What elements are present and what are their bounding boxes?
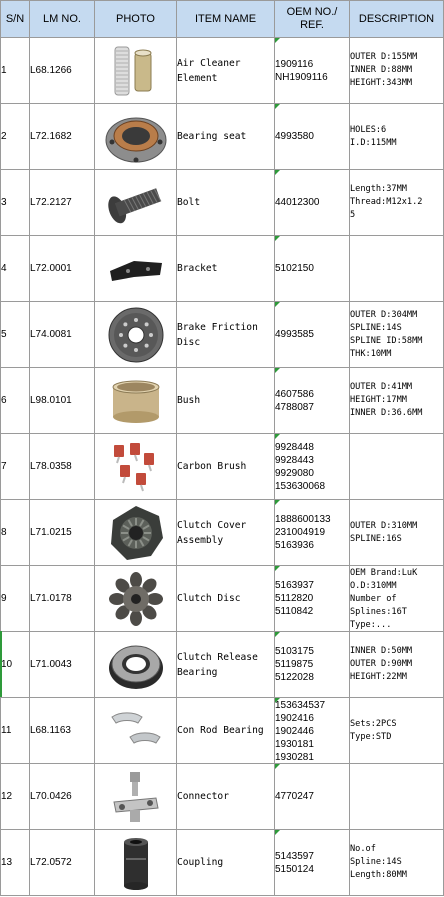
header-oem-ref: OEM NO./ REF.	[275, 1, 350, 38]
cell-oem-ref	[275, 500, 350, 566]
cell-description	[350, 566, 444, 632]
comment-marker	[275, 104, 280, 109]
comment-marker	[275, 500, 280, 505]
description-line: HEIGHT:22MM	[350, 672, 407, 682]
cell-oem-ref	[275, 764, 350, 830]
cell-sn: 6	[1, 368, 30, 434]
row-selection-marker	[0, 631, 2, 697]
bush-photo	[95, 368, 177, 434]
cell-oem-ref	[275, 302, 350, 368]
carbon-brush-photo	[95, 434, 177, 500]
table-row	[1, 632, 444, 698]
brake-disc-photo	[95, 302, 177, 368]
cell-lm-no: L72.2127	[30, 170, 95, 236]
description-line: Length:37MM	[350, 184, 407, 194]
comment-marker	[275, 170, 280, 175]
oem-number: 9928443	[275, 454, 314, 466]
description-line: Number of	[350, 593, 397, 604]
oem-number: 44012300	[275, 197, 320, 208]
cell-lm-no: L72.1682	[30, 104, 95, 170]
oem-number: 5110842	[275, 606, 314, 617]
cell-lm-no: L68.1266	[30, 38, 95, 104]
oem-number: 1902446	[275, 725, 314, 737]
oem-number: 5122028	[275, 672, 314, 683]
item-name-line: Clutch Cover	[177, 519, 247, 531]
description-line: OUTER D:90MM	[350, 659, 413, 669]
table-row	[1, 764, 444, 830]
description-line: Splines:16T	[350, 606, 407, 617]
table-row	[1, 500, 444, 566]
description-line: OUTER D:304MM	[350, 309, 418, 320]
description-line: Type:STD	[350, 731, 392, 742]
oem-number: 5112820	[275, 593, 314, 604]
cell-item-name	[177, 302, 275, 368]
cell-oem-ref	[275, 632, 350, 698]
oem-number: 4788087	[275, 401, 314, 413]
oem-number: 9928448	[275, 441, 314, 453]
cell-lm-no: L70.0426	[30, 764, 95, 830]
cell-item-name	[177, 632, 275, 698]
description-line: SPLINE:14S	[350, 322, 402, 333]
cell-oem-ref	[275, 104, 350, 170]
cell-item-name	[177, 500, 275, 566]
cell-sn: 9	[1, 566, 30, 632]
oem-number: 5150124	[275, 863, 314, 875]
description-line: INNER D:36.6MM	[350, 408, 423, 418]
description-line: Thread:M12x1.2	[350, 197, 423, 207]
header-item-name: ITEM NAME	[177, 1, 275, 38]
cell-item-name	[177, 104, 275, 170]
comment-marker	[275, 302, 280, 307]
cell-oem-ref	[275, 698, 350, 764]
table-row	[1, 830, 444, 896]
cell-lm-no: L78.0358	[30, 434, 95, 500]
comment-marker	[275, 566, 280, 571]
table-row	[1, 170, 444, 236]
table-row	[1, 302, 444, 368]
comment-marker	[275, 236, 280, 241]
item-name-line: Assembly	[177, 534, 224, 546]
header-description: DESCRIPTION	[350, 1, 444, 38]
description-line: OEM Brand:LuK	[350, 567, 418, 578]
item-name-line: Carbon Brush	[177, 461, 247, 472]
description-line: SPLINE ID:58MM	[350, 335, 423, 346]
cell-description	[350, 764, 444, 830]
description-line: OUTER D:155MM	[350, 52, 418, 62]
item-name-line: Bearing	[177, 666, 218, 678]
item-name-line: Clutch Release	[177, 651, 258, 663]
header-lm-no: LM NO.	[30, 1, 95, 38]
item-name-line: Con Rod Bearing	[177, 725, 264, 736]
comment-marker	[275, 368, 280, 373]
oem-number: 5103175	[275, 646, 314, 657]
comment-marker	[275, 434, 280, 439]
oem-number: 5163937	[275, 580, 314, 591]
cell-lm-no: L71.0043	[30, 632, 95, 698]
description-line: INNER D:88MM	[350, 65, 413, 75]
header-photo: PHOTO	[95, 1, 177, 38]
connector-photo	[95, 764, 177, 830]
cell-lm-no: L98.0101	[30, 368, 95, 434]
oem-number: 1930181	[275, 738, 314, 750]
cell-description	[350, 500, 444, 566]
oem-number: 1909116	[275, 58, 314, 70]
cell-sn: 1	[1, 38, 30, 104]
item-name-line: Air Cleaner	[177, 57, 241, 69]
table-body	[1, 38, 444, 896]
item-name-line: Bracket	[177, 263, 218, 274]
description-line: HEIGHT:17MM	[350, 395, 407, 405]
description-line: SPLINE:16S	[350, 533, 402, 544]
bolt-photo	[95, 170, 177, 236]
item-name-line: Bearing seat	[177, 131, 247, 142]
comment-marker	[275, 38, 280, 43]
description-line: O.D:310MM	[350, 580, 397, 591]
cell-oem-ref	[275, 170, 350, 236]
description-line: Type:...	[350, 619, 392, 630]
description-line: INNER D:50MM	[350, 646, 413, 656]
coupling-photo	[95, 830, 177, 896]
cell-sn: 13	[1, 830, 30, 896]
description-line: HOLES:6	[350, 124, 387, 135]
cell-lm-no: L72.0001	[30, 236, 95, 302]
cell-oem-ref	[275, 434, 350, 500]
cell-sn: 12	[1, 764, 30, 830]
comment-marker	[275, 698, 280, 703]
cell-item-name	[177, 830, 275, 896]
cell-item-name	[177, 170, 275, 236]
oem-number: 4607586	[275, 388, 314, 400]
cell-description	[350, 698, 444, 764]
cell-oem-ref	[275, 368, 350, 434]
cell-item-name	[177, 764, 275, 830]
header-row	[1, 1, 444, 38]
oem-number: 153630068	[275, 480, 326, 492]
cell-description	[350, 38, 444, 104]
oem-number: 9929080	[275, 467, 314, 479]
comment-marker	[275, 830, 280, 835]
cell-item-name	[177, 236, 275, 302]
description-line: I.D:115MM	[350, 137, 397, 148]
bearing-seat-photo	[95, 104, 177, 170]
description-line: Length:80MM	[350, 870, 407, 880]
description-line: OUTER D:41MM	[350, 382, 413, 392]
cell-item-name	[177, 566, 275, 632]
cell-sn: 4	[1, 236, 30, 302]
item-name-line: Clutch Disc	[177, 593, 241, 604]
cell-sn: 7	[1, 434, 30, 500]
table-row	[1, 104, 444, 170]
cell-lm-no: L71.0215	[30, 500, 95, 566]
cell-item-name	[177, 434, 275, 500]
cell-description	[350, 830, 444, 896]
oem-number: 5143597	[275, 850, 314, 862]
cell-description	[350, 632, 444, 698]
description-line: Spline:14S	[350, 857, 402, 867]
description-line: HEIGHT:343MM	[350, 78, 413, 88]
item-name-line: Coupling	[177, 857, 224, 868]
table-row	[1, 566, 444, 632]
air-cleaner-element-photo	[95, 38, 177, 104]
clutch-disc-photo	[95, 566, 177, 632]
cell-item-name	[177, 38, 275, 104]
cell-description	[350, 236, 444, 302]
cell-lm-no: L74.0081	[30, 302, 95, 368]
cell-oem-ref	[275, 566, 350, 632]
oem-number: 5163936	[275, 540, 314, 551]
cell-sn: 8	[1, 500, 30, 566]
con-rod-bearing-photo	[95, 698, 177, 764]
item-name-line: Brake Friction	[177, 321, 258, 333]
description-line: No.of	[350, 844, 376, 854]
comment-marker	[275, 764, 280, 769]
oem-number: 5102150	[275, 263, 314, 274]
oem-number: 5119875	[275, 659, 314, 670]
release-bearing-photo	[95, 632, 177, 698]
cell-item-name	[177, 368, 275, 434]
description-line: 5	[350, 210, 356, 220]
oem-number: 1902416	[275, 712, 314, 724]
header-sn: S/N	[1, 1, 30, 38]
oem-number: NH1909116	[275, 71, 328, 83]
oem-number: 4993580	[275, 131, 314, 142]
item-name-line: Element	[177, 72, 218, 84]
comment-marker	[275, 632, 280, 637]
oem-number: 4993585	[275, 329, 314, 340]
cell-oem-ref	[275, 236, 350, 302]
oem-number: 1930281	[275, 751, 314, 763]
clutch-cover-photo	[95, 500, 177, 566]
cell-oem-ref	[275, 38, 350, 104]
oem-number: 1888600133	[275, 514, 331, 525]
table-row	[1, 38, 444, 104]
cell-description	[350, 104, 444, 170]
cell-lm-no: L68.1163	[30, 698, 95, 764]
cell-lm-no: L71.0178	[30, 566, 95, 632]
cell-sn: 5	[1, 302, 30, 368]
bracket-photo	[95, 236, 177, 302]
description-line: Sets:2PCS	[350, 718, 397, 729]
oem-number: 153634537	[275, 699, 326, 711]
cell-description	[350, 170, 444, 236]
table-row	[1, 434, 444, 500]
table-row	[1, 698, 444, 764]
cell-item-name	[177, 698, 275, 764]
oem-number: 231004919	[275, 527, 326, 538]
cell-sn: 2	[1, 104, 30, 170]
oem-number: 4770247	[275, 791, 314, 802]
cell-sn: 3	[1, 170, 30, 236]
table-row	[1, 368, 444, 434]
item-name-line: Connector	[177, 791, 229, 802]
cell-sn: 11	[1, 698, 30, 764]
item-name-line: Bush	[177, 395, 201, 406]
description-line: THK:10MM	[350, 348, 392, 359]
item-name-line: Disc	[177, 336, 201, 348]
cell-description	[350, 302, 444, 368]
description-line: OUTER D:310MM	[350, 520, 418, 531]
cell-lm-no: L72.0572	[30, 830, 95, 896]
cell-description	[350, 368, 444, 434]
table-row	[1, 236, 444, 302]
item-name-line: Bolt	[177, 197, 201, 208]
cell-description	[350, 434, 444, 500]
cell-oem-ref	[275, 830, 350, 896]
cell-sn: 10	[1, 632, 30, 698]
